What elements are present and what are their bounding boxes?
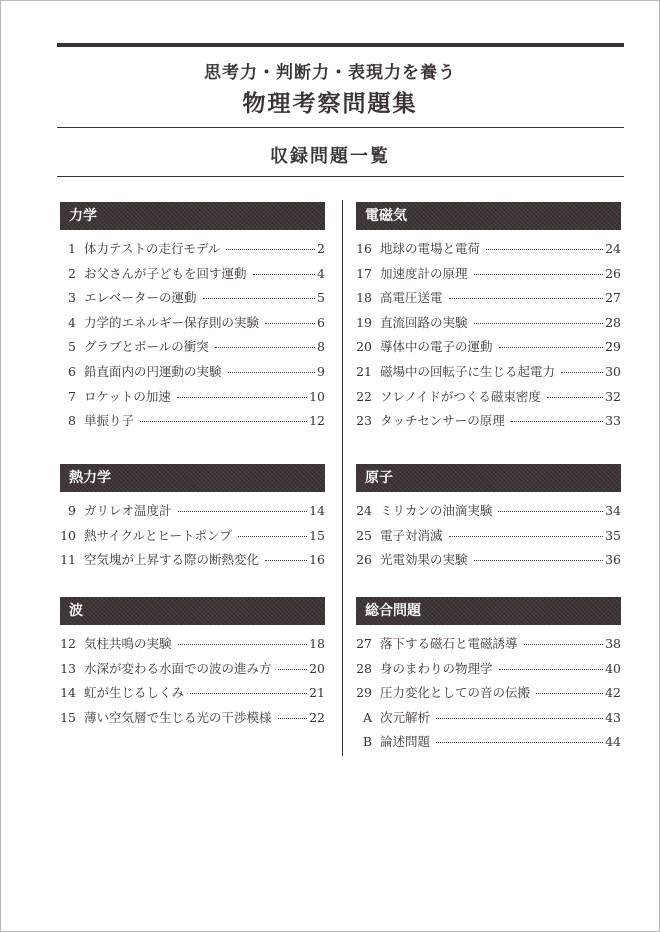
toc-entry: [60, 550, 325, 575]
entry-page-number: 29: [605, 339, 621, 355]
entry-page-number: 36: [605, 552, 621, 568]
dot-leader: [190, 693, 307, 694]
entry-title: 電子対消滅: [380, 527, 443, 543]
entry-number: 23: [356, 413, 372, 429]
entry-title: 水深が変わる水面での波の進み方: [84, 660, 272, 676]
entry-title: 気柱共鳴の実験: [84, 636, 172, 651]
entry-title: 論述問題: [380, 734, 431, 750]
entry-number: B: [362, 734, 372, 750]
entry-page-number: 2: [317, 241, 325, 256]
entry-number: 11: [60, 552, 76, 568]
entry-title: ミリカンの油滴実験: [380, 503, 493, 518]
entry-number: 26: [356, 552, 372, 568]
entry-page-number: 33: [605, 413, 621, 429]
entry-title: 鉛直面内の円運動の実験: [84, 363, 222, 379]
dot-leader: [524, 644, 604, 645]
item-list: [356, 501, 621, 575]
entry-page-number: 43: [605, 709, 621, 725]
toc-entry: [60, 362, 325, 387]
entry-page-number: 14: [309, 503, 325, 518]
list-title: 収録問題一覧: [270, 146, 390, 167]
dot-leader: [177, 397, 307, 398]
entry-page-number: 28: [605, 314, 621, 330]
entry-page-number: 15: [309, 527, 325, 543]
item-list: [60, 634, 325, 732]
entry-number: 27: [356, 636, 372, 651]
entry-title: 空気塊が上昇する際の断熱変化: [84, 552, 260, 568]
entry-title: 導体中の電子の運動: [380, 339, 493, 355]
entry-number: 15: [60, 709, 76, 725]
entry-page-number: 42: [605, 685, 621, 701]
toc-entry: [356, 634, 621, 659]
entry-number: 21: [356, 363, 372, 379]
toc-entry: [356, 337, 621, 362]
entry-number: 6: [68, 363, 76, 379]
entry-number: 22: [356, 388, 372, 404]
dot-leader: [449, 298, 604, 299]
entry-number: 7: [68, 388, 76, 404]
entry-number: 16: [356, 241, 372, 256]
entry-title: 加速度計の原理: [380, 265, 468, 281]
entry-number: 17: [356, 265, 372, 281]
dot-leader: [178, 644, 308, 645]
entry-title: エレベーターの運動: [84, 290, 197, 306]
toc-entry: [356, 708, 621, 733]
entry-title: 虹が生じるしくみ: [84, 685, 185, 701]
section-mechanics: [60, 202, 325, 436]
entry-page-number: 32: [605, 388, 621, 404]
entry-page-number: 34: [605, 503, 621, 518]
dot-leader: [474, 274, 604, 275]
entry-title: 圧力変化としての音の伝搬: [380, 685, 531, 701]
item-list: [356, 634, 621, 757]
entry-page-number: 44: [605, 734, 621, 750]
toc-entry: [60, 634, 325, 659]
top-rule: [57, 43, 624, 47]
section-heading: 原子: [356, 464, 621, 492]
dot-leader: [265, 560, 307, 561]
item-list: [60, 501, 325, 575]
section-heading: 力学: [60, 202, 325, 230]
entry-number: 12: [60, 636, 76, 651]
toc-entry: [60, 239, 325, 264]
entry-number: 18: [356, 290, 372, 306]
dot-leader: [238, 536, 307, 537]
dot-leader: [449, 536, 604, 537]
toc-entry: [356, 288, 621, 313]
entry-page-number: 12: [309, 413, 325, 429]
entry-title: 身のまわりの物理学: [380, 660, 493, 676]
entry-number: 19: [356, 314, 372, 330]
entry-title: お父さんが子どもを回す運動: [84, 265, 247, 281]
dot-leader: [511, 421, 603, 422]
toc-entry: [60, 288, 325, 313]
entry-title: ロケットの加速: [84, 388, 171, 404]
toc-entry: [356, 313, 621, 338]
toc-entry: [356, 501, 621, 526]
section-thermo: [60, 464, 325, 575]
section-heading: 電磁気: [356, 202, 621, 230]
section-electromagnetism: [356, 202, 621, 436]
entry-title: 直流回路の実験: [380, 314, 468, 330]
section-atom: [356, 464, 621, 575]
entry-number: 2: [68, 265, 76, 281]
toc-entry: [60, 659, 325, 684]
entry-number: 5: [68, 339, 76, 355]
entry-page-number: 16: [309, 552, 325, 568]
dot-leader: [474, 323, 604, 324]
entry-number: 13: [60, 660, 76, 676]
dot-leader: [474, 560, 604, 561]
entry-title: 高電圧送電: [380, 290, 443, 306]
dot-leader: [140, 421, 307, 422]
entry-page-number: 5: [317, 290, 325, 306]
entry-page-number: 10: [309, 388, 325, 404]
entry-page-number: 35: [605, 527, 621, 543]
entry-number: A: [362, 709, 372, 725]
entry-number: 1: [68, 241, 76, 256]
toc-entry: [60, 683, 325, 708]
entry-title: タッチセンサーの原理: [380, 413, 505, 429]
dot-leader: [278, 718, 308, 719]
entry-page-number: 8: [317, 339, 325, 355]
divider-rule: [57, 176, 624, 177]
toc-entry: [60, 264, 325, 289]
entry-title: 磁場中の回転子に生じる起電力: [380, 363, 556, 379]
entry-number: 8: [68, 413, 76, 429]
toc-entry: [356, 362, 621, 387]
entry-number: 20: [356, 339, 372, 355]
entry-title: ソレノイドがつくる磁束密度: [380, 388, 541, 404]
entry-title: 次元解析: [380, 709, 431, 725]
entry-page-number: 20: [309, 660, 325, 676]
entry-page-number: 6: [317, 314, 325, 330]
toc-entry: [356, 732, 621, 757]
dot-leader: [436, 718, 603, 719]
entry-number: 10: [60, 527, 76, 543]
dot-leader: [253, 274, 316, 275]
toc-entry: [356, 239, 621, 264]
toc-entry: [356, 526, 621, 551]
section-heading: 波: [60, 597, 325, 625]
toc-entry: [60, 411, 325, 436]
entry-title: 光電効果の実験: [380, 552, 468, 568]
entry-page-number: 18: [309, 636, 325, 651]
entry-page-number: 24: [605, 241, 621, 256]
entry-number: 9: [68, 503, 76, 518]
dot-leader: [226, 249, 315, 250]
toc-entry: [60, 337, 325, 362]
entry-page-number: 27: [605, 290, 621, 306]
section-heading: 熱力学: [60, 464, 325, 492]
dot-leader: [228, 372, 316, 373]
dot-leader: [561, 372, 603, 373]
entry-page-number: 21: [309, 685, 325, 701]
column-divider: [342, 200, 343, 756]
dot-leader: [203, 298, 316, 299]
dot-leader: [499, 347, 604, 348]
dot-leader: [547, 397, 603, 398]
entry-title: 落下する磁石と電磁誘導: [380, 636, 518, 651]
entry-title: 単振り子: [84, 413, 135, 429]
entry-title: 熱サイクルとヒートポンプ: [84, 527, 233, 543]
toc-entry: [60, 313, 325, 338]
entry-title: 体力テストの走行モデル: [84, 241, 221, 256]
toc-entry: [60, 387, 325, 412]
toc-entry: [356, 411, 621, 436]
entry-number: 25: [356, 527, 372, 543]
toc-entry: [60, 708, 325, 733]
dot-leader: [499, 669, 604, 670]
entry-title: グラブとボールの衝突: [84, 339, 209, 355]
item-list: [356, 239, 621, 436]
section-general: [356, 597, 621, 757]
entry-page-number: 26: [605, 265, 621, 281]
dot-leader: [178, 511, 308, 512]
entry-title: 薄い空気層で生じる光の干渉模様: [84, 709, 272, 725]
entry-page-number: 9: [317, 363, 325, 379]
dot-leader: [536, 693, 603, 694]
toc-entry: [356, 264, 621, 289]
entry-page-number: 30: [605, 363, 621, 379]
entry-number: 14: [60, 685, 76, 701]
section-waves: [60, 597, 325, 732]
entry-number: 4: [68, 314, 76, 330]
entry-title: 力学的エネルギー保存則の実験: [84, 314, 260, 330]
toc-entry: [356, 550, 621, 575]
toc-entry: [356, 659, 621, 684]
dot-leader: [436, 742, 603, 743]
dot-leader: [278, 669, 308, 670]
entry-page-number: 38: [605, 636, 621, 651]
entry-number: 3: [68, 290, 76, 306]
book-subtitle: 思考力・判断力・表現力を養う: [204, 63, 456, 83]
toc-entry: [356, 387, 621, 412]
entry-page-number: 22: [309, 709, 325, 725]
book-title: 物理考察問題集: [242, 91, 418, 117]
dot-leader: [498, 511, 603, 512]
entry-title: ガリレオ温度計: [84, 503, 172, 518]
dot-leader: [265, 323, 315, 324]
dot-leader: [486, 249, 603, 250]
section-heading: 総合問題: [356, 597, 621, 625]
entry-page-number: 4: [317, 265, 325, 281]
toc-entry: [60, 501, 325, 526]
toc-entry: [60, 526, 325, 551]
entry-number: 28: [356, 660, 372, 676]
entry-title: 地球の電場と電荷: [380, 241, 481, 256]
item-list: [60, 239, 325, 436]
toc-entry: [356, 683, 621, 708]
dot-leader: [215, 347, 315, 348]
entry-number: 24: [356, 503, 372, 518]
entry-number: 29: [356, 685, 372, 701]
divider-rule: [57, 127, 624, 128]
entry-page-number: 40: [605, 660, 621, 676]
